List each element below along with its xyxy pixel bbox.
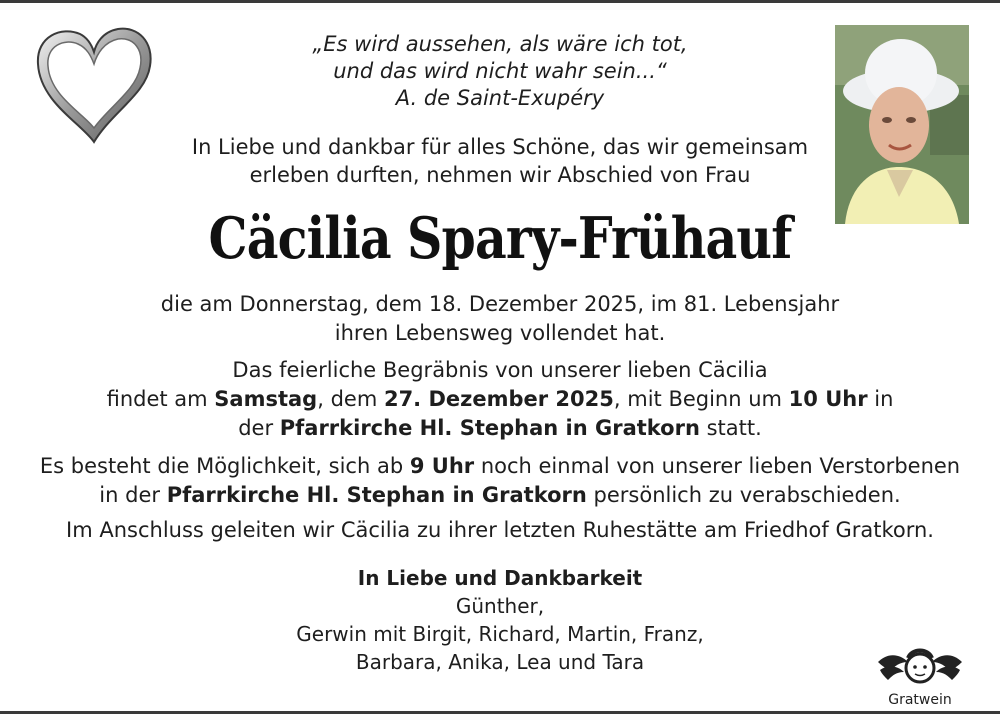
death-line: ihren Lebensweg vollendet hat. — [334, 321, 666, 345]
funeral-line: der Pfarrkirche Hl. Stephan in Gratkorn statt. — [238, 416, 762, 440]
deceased-name: Cäcilia Spary-Frühauf — [208, 205, 792, 272]
funeral-day: Samstag — [214, 387, 318, 411]
farewell-line: in der Pfarrkirche Hl. Stephan in Gratkorn persönlich zu verabschieden. — [99, 483, 901, 507]
farewell-line: Es besteht die Möglichkeit, sich ab 9 Uhr noch einmal von unserer lieben Verstorbenen — [39, 454, 961, 478]
funeral-line: Das feierliche Begräbnis von unserer lieben Cäcilia — [232, 358, 768, 382]
portrait-photo — [835, 25, 969, 224]
death-line: die am Donnerstag, dem 18. Dezember 2025, im 81. Lebensjahr — [160, 292, 840, 316]
burial-info: Im Anschluss geleiten wir Cäcilia zu ihrer letzten Ruhestätte am Friedhof Gratkorn. — [66, 518, 934, 542]
signature-heading: In Liebe und Dankbarkeit — [357, 566, 643, 590]
signature-line: Günther, — [455, 594, 545, 618]
intro-text — [150, 133, 850, 189]
heart-icon — [32, 24, 156, 148]
farewell-time: 9 Uhr — [409, 454, 475, 478]
funeral-time: 10 Uhr — [788, 387, 868, 411]
signature-line: Barbara, Anika, Lea und Tara — [355, 650, 645, 674]
quote-author: A. de Saint-Exupéry — [395, 86, 605, 110]
quote-line: „Es wird aussehen, als wäre ich tot, — [312, 32, 688, 56]
farewell-place: Pfarrkirche Hl. Stephan in Gratkorn — [166, 483, 587, 507]
funeral-date: 27. Dezember 2025 — [383, 387, 614, 411]
intro-line: In Liebe und dankbar für alles Schöne, das wir gemeinsam — [191, 135, 809, 159]
logo-text: Gratwein — [888, 692, 952, 708]
signature — [200, 564, 800, 676]
quote-line: und das wird nicht wahr sein...“ — [333, 59, 667, 83]
farewell-info — [10, 452, 990, 510]
signature-line: Gerwin mit Birgit, Richard, Martin, Franz, — [296, 622, 704, 646]
funeral-info — [10, 356, 990, 443]
intro-line: erleben durften, nehmen wir Abschied von Frau — [249, 163, 751, 187]
funeral-line: findet am Samstag, dem 27. Dezember 2025, mit Beginn um 10 Uhr in — [106, 387, 894, 411]
funeral-place: Pfarrkirche Hl. Stephan in Gratkorn — [279, 416, 700, 440]
quote — [200, 31, 800, 112]
death-notice — [10, 290, 990, 348]
